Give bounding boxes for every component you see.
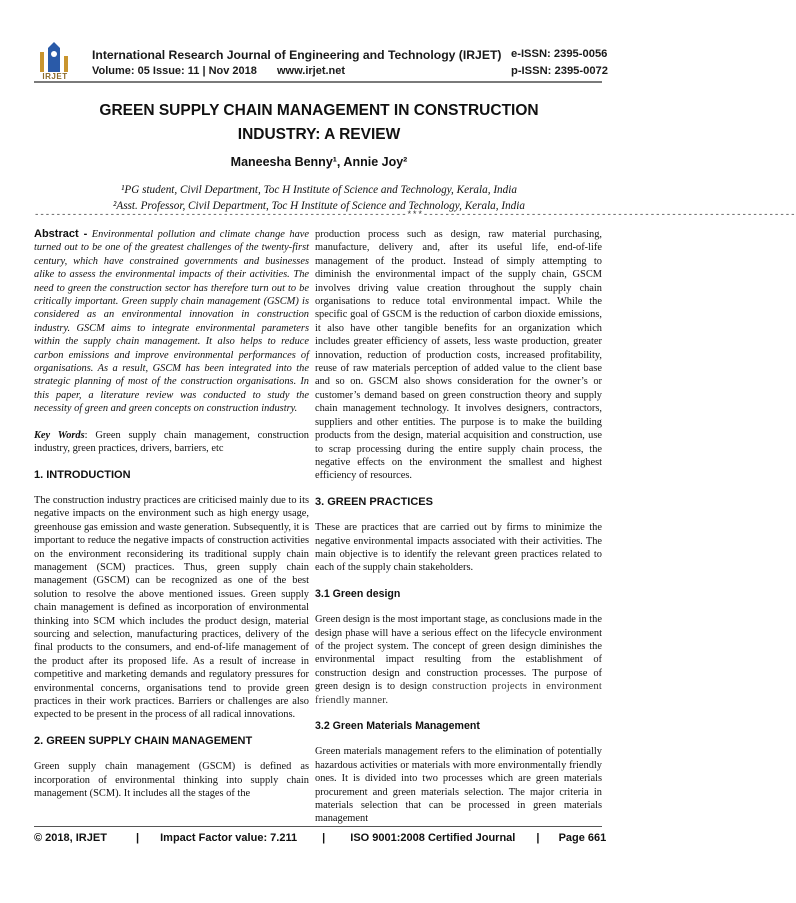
keywords-text: : Green supply chain management, construction industry, green practices, drivers, barriers, etc [34,429,309,455]
e-issn: e-ISSN: 2395-0056 [511,48,608,60]
logo-text: IRJET [42,72,68,81]
abstract-text: Environmental pollution and climate change have turned out to be one of the greatest challenges of the twenty-first century, which have constrained governments and businesses alike to assess the environmental impacts of their activities. The need to green the construction sector has therefore turn out to be critically important. Green supply chain management (GSCM) is considered as an environmental innovation in construction industry. GSCM aims to integrate environmental parameters within the supply chain management. It also helps to reduce carbon emissions and improve environmental performances of organisations. As a result, GSCM has been integrated into the strategic planning of most of the construction organisations. In this paper, a literature review was conducted to study the necessity of green and green concepts on construction industry. [34,229,309,415]
footer-iso: ISO 9001:2008 Certified Journal [350,832,516,844]
journal-title: International Research Journal of Engineering and Technology (IRJET) [92,48,502,62]
green-design-text-tail: construction projects in environment friendly manner. [315,681,602,706]
header-rule [34,81,602,83]
left-column [34,228,309,813]
abstract [34,228,309,416]
volume-issue: Volume: 05 Issue: 11 | Nov 2018 [92,65,257,77]
heading-green-materials: 3.2 Green Materials Management [315,720,480,732]
keywords [34,429,309,456]
heading-green-practices: 3. GREEN PRACTICES [315,495,433,508]
footer-rule [34,826,602,827]
title-line-1: GREEN SUPPLY CHAIN MANAGEMENT IN CONSTRUCTION [99,102,539,119]
heading-gscm: 2. GREEN SUPPLY CHAIN MANAGEMENT [34,734,253,747]
green-materials-text: Green materials management refers to the elimination of potentially hazardous activities or materials with more environmentally friendly ones. It is divided into two processes which are green materials procurement and green materials selection. The major criteria in materials selection that can be processed in green materials management [315,746,602,825]
title-line-2: INDUSTRY: A REVIEW [237,126,401,143]
footer-copyright: © 2018, IRJET [34,832,107,844]
heading-green-design: 3.1 Green design [315,587,401,600]
footer-separator: | [322,832,326,844]
keywords-label: Key Words [34,429,85,441]
footer-impact-factor: Impact Factor value: 7.211 [160,832,298,844]
introduction-text: The construction industry practices are criticised mainly due to its negative impacts on the environment such as high energy usage, greenhouse gas emission and waste generation. Subsequently, it is important to reduce the negative impacts of construction activities on the environment reconsidering its traditional supply chain management (SCM) practices. Thus, green supply chain management (GSCM) can be recognized as one of the best solution to resolve the above mentioned issues. Green supply chain management is defined as incorporation of environmental thinking into SCM which includes the product design, material sourcing and selection, manufacturing practices, delivery of the final products to the consumers, and end-of-life management of the product after its proposed life. As a result of increase in competitive and marketing demands and regulatory pressures for environmental concerns, organisations tend to provide green practices in their work practices. Barriers or challenges are also expected to be present in the process of all radical innovations. [34,494,309,721]
green-design-text [315,613,602,707]
paper-title [60,99,578,147]
footer-separator: | [536,832,540,844]
journal-website[interactable]: www.irjet.net [277,65,346,77]
footer-page-number: Page 661 [558,832,607,844]
affiliation-1: ¹PG student, Civil Department, Toc H Institute of Science and Technology, Kerala, India [121,184,517,196]
affiliation-2: ²Asst. Professor, Civil Department, Toc H Institute of Science and Technology, Kerala, India [113,200,525,212]
authors: Maneesha Benny¹, Annie Joy² [230,155,408,169]
abstract-label: Abstract - [34,228,88,240]
green-practices-text: These are practices that are carried out by firms to minimize the negative environmental impacts associated with their activities. The main objective is to identify the relevant green practices related to each of the supply chain stakeholders. [315,522,602,574]
page-header [0,0,638,81]
section-separator: ---------------------------------------------------------------------***--------------------------------------------------------------------- [34,210,796,220]
green-design-text-main: Green design is the most important stage, as conclusions made in the design phase will have a serious effect on the lifecycle environment of the project system. The concept of green design diminishes the environmental impact resulting from the establishment of construction design and construction processes. The purpose of green design is to design [315,614,602,693]
p-issn: p-ISSN: 2395-0072 [511,65,609,77]
right-column [315,228,602,839]
footer-separator: | [135,832,140,844]
gscm-text: Green supply chain management (GSCM) is defined as incorporation of environmental thinking into supply chain management (SCM). It includes all the stages of the [34,761,309,800]
irjet-logo-icon [34,38,74,76]
heading-introduction: 1. INTRODUCTION [34,468,131,481]
gscm-continued-text: production process such as design, raw material purchasing, manufacture, delivery and, after its useful life, end-of-life management of the product. Instead of simply attempting to diminish the environmental impact of the supply chain, GSCM involves driving value creation throughout the supply chain organisations to reduce total environmental impact. While the specific goal of GSCM is the reduction of carbon dioxide emissions, it also have other tangible benefits for an organization which includes greater efficiency of assets, less waste production, greater innovation, reduction of production costs, increased profitability, reuse of raw materials perception of added value to the client base and so on. GSCM also shows consideration for the owner’s or customer’s demand based on green construction theory and supply chain management technology. It involves designers, contractors, suppliers and other entities. The purpose is to make the building products from the design, material acquisition and construction, use to scrap processing during the entire supply chain process, the negative effects on the environment the smallest and highest efficiency of resources. [315,229,602,482]
page-footer [34,832,607,844]
